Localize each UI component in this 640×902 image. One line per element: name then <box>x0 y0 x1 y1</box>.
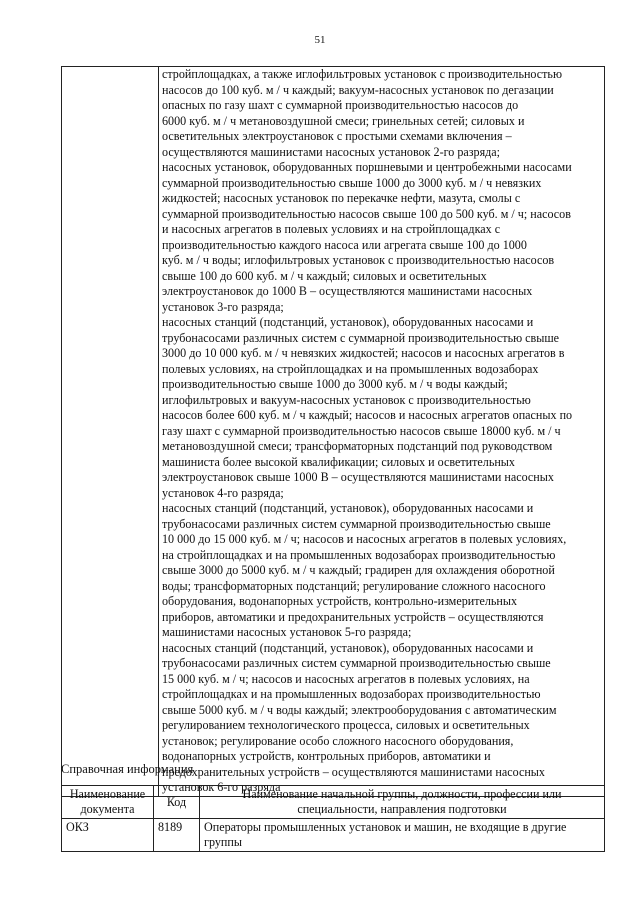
header-group-name: Наименование начальной группы, должности, профессии или специальности, направления подготовки <box>200 786 605 819</box>
description-line: насосов до 100 куб. м / ч каждый; вакуум-насосных установок по дегазации <box>162 82 554 97</box>
description-line: суммарной производительностью насосов свыше 100 до 500 куб. м / ч; насосов <box>162 206 571 221</box>
description-line: стройплощадках и на промышленных водозаборах производительностью <box>162 687 541 701</box>
description-line: насосных установок, оборудованных поршневыми и центробежными насосами <box>162 160 572 174</box>
description-line: электроустановок до 1000 В – осуществляются машинистами насосных <box>162 284 533 298</box>
description-line: свыше 100 до 600 куб. м / ч каждый; силовых и осветительных <box>162 268 487 283</box>
description-line: воды; трансформаторных подстанций; регулирование сложного насосного <box>162 578 546 593</box>
description-table <box>61 66 605 797</box>
description-line: 3000 до 10 000 куб. м / ч невязких жидкостей; насосов и насосных агрегатов в <box>162 346 565 360</box>
description-line: приборов, автоматики и предохранительных устройств – осуществляются <box>162 609 544 624</box>
description-line: оборудования, водонапорных устройств, контрольно-измерительных <box>162 594 518 608</box>
table-row <box>62 819 605 852</box>
description-line: установок; регулирование особо сложного насосного оборудования, <box>162 733 514 748</box>
description-line: метановоздушной смеси; трансформаторных подстанций под руководством <box>162 439 553 453</box>
reference-table <box>61 785 605 852</box>
description-line: полевых условиях, на стройплощадках и на промышленных водозаборах <box>162 361 539 376</box>
description-line: предохранительных устройств – осуществляются машинистами насосных <box>162 764 545 779</box>
description-line: и насосных агрегатов в полевых условиях и на стройплощадках с <box>162 222 501 236</box>
cell-doc: ОКЗ <box>62 819 154 852</box>
description-line: газу шахт с суммарной производительностью насосов свыше 18000 куб. м / ч <box>162 423 561 438</box>
header-code: Код <box>154 786 200 819</box>
description-line: осуществляются машинистами насосных установок 2-го разряда; <box>162 144 501 159</box>
description-label-cell <box>62 67 159 797</box>
description-line: установок 3-го разряда; <box>162 299 284 314</box>
description-line: насосных станций (подстанций, установок), оборудованных насосами и <box>162 640 534 655</box>
description-line: производительностью свыше 1000 до 3000 куб. м / ч воды каждый; <box>162 377 508 391</box>
description-line: производительностью каждого насоса или агрегата свыше 100 до 1000 <box>162 237 527 252</box>
description-line: 15 000 куб. м / ч; насосов и насосных агрегатов в полевых условиях, на <box>162 671 530 686</box>
page-number: 51 <box>314 34 326 46</box>
description-line: регулированием технологического процесса, силовых и осветительных <box>162 718 530 732</box>
description-line: на стройплощадках и на промышленных водозаборах производительностью <box>162 547 556 562</box>
description-line: машинистами насосных установок 5-го разряда; <box>162 625 412 639</box>
description-line: насосов более 600 куб. м / ч каждый; насосов и насосных агрегатов опасных по <box>162 408 573 422</box>
description-line: трубонасосами различных систем суммарной производительностью свыше <box>162 656 551 670</box>
description-line: электроустановок свыше 1000 В – осуществляются машинистами насосных <box>162 470 554 484</box>
cell-name: Операторы промышленных установок и машин, не входящие в другие группы <box>200 819 605 852</box>
description-line: опасных по газу шахт с суммарной производительностью насосов до <box>162 98 519 112</box>
description-line: куб. м / ч воды; иглофильтровых установок с производительностью насосов <box>162 253 555 267</box>
description-line: стройплощадках, а также иглофильтровых установок с производительностью <box>162 67 562 81</box>
header-doc-name: Наименование документа <box>62 786 154 819</box>
description-line: трубонасосами различных систем суммарной производительностью свыше <box>162 516 551 531</box>
description-line: 6000 куб. м / ч метановоздушной смеси; гринельных сетей; силовых и <box>162 113 525 128</box>
cell-code: 8189 <box>154 819 200 852</box>
description-line: 10 000 до 15 000 куб. м / ч; насосов и насосных агрегатов в полевых условиях, <box>162 532 567 546</box>
description-line: свыше 3000 до 5000 куб. м / ч каждый; градирен для охлаждения оборотной <box>162 563 555 577</box>
description-line: суммарной производительностью свыше 1000 до 3000 куб. м / ч невязких <box>162 175 542 190</box>
description-line: трубонасосами различных систем с суммарной производительностью свыше <box>162 330 560 345</box>
description-line: установок 4-го разряда; <box>162 485 284 500</box>
description-line: свыше 5000 куб. м / ч воды каждый; электрооборудования с автоматическим <box>162 702 557 717</box>
description-line: иглофильтровых и вакуум-насосных установок с производительностью <box>162 392 531 407</box>
reference-header-row <box>62 786 605 819</box>
reference-title: Справочная информация <box>61 762 194 776</box>
description-line: установок 6-го разряда <box>162 780 281 794</box>
description-line: водонапорных устройств, контрольных приборов, автоматики и <box>162 749 491 763</box>
description-line: машиниста более высокой квалификации; силовых и осветительных <box>162 454 515 469</box>
description-line: насосных станций (подстанций, установок), оборудованных насосами и <box>162 315 534 329</box>
description-line: жидкостей; насосных установок по перекачке нефти, мазута, смолы с <box>162 191 521 205</box>
description-line: осветительных электроустановок с простыми схемами включения – <box>162 129 512 143</box>
description-line: насосных станций (подстанций, установок), оборудованных насосами и <box>162 501 534 515</box>
description-text-cell <box>159 67 605 797</box>
